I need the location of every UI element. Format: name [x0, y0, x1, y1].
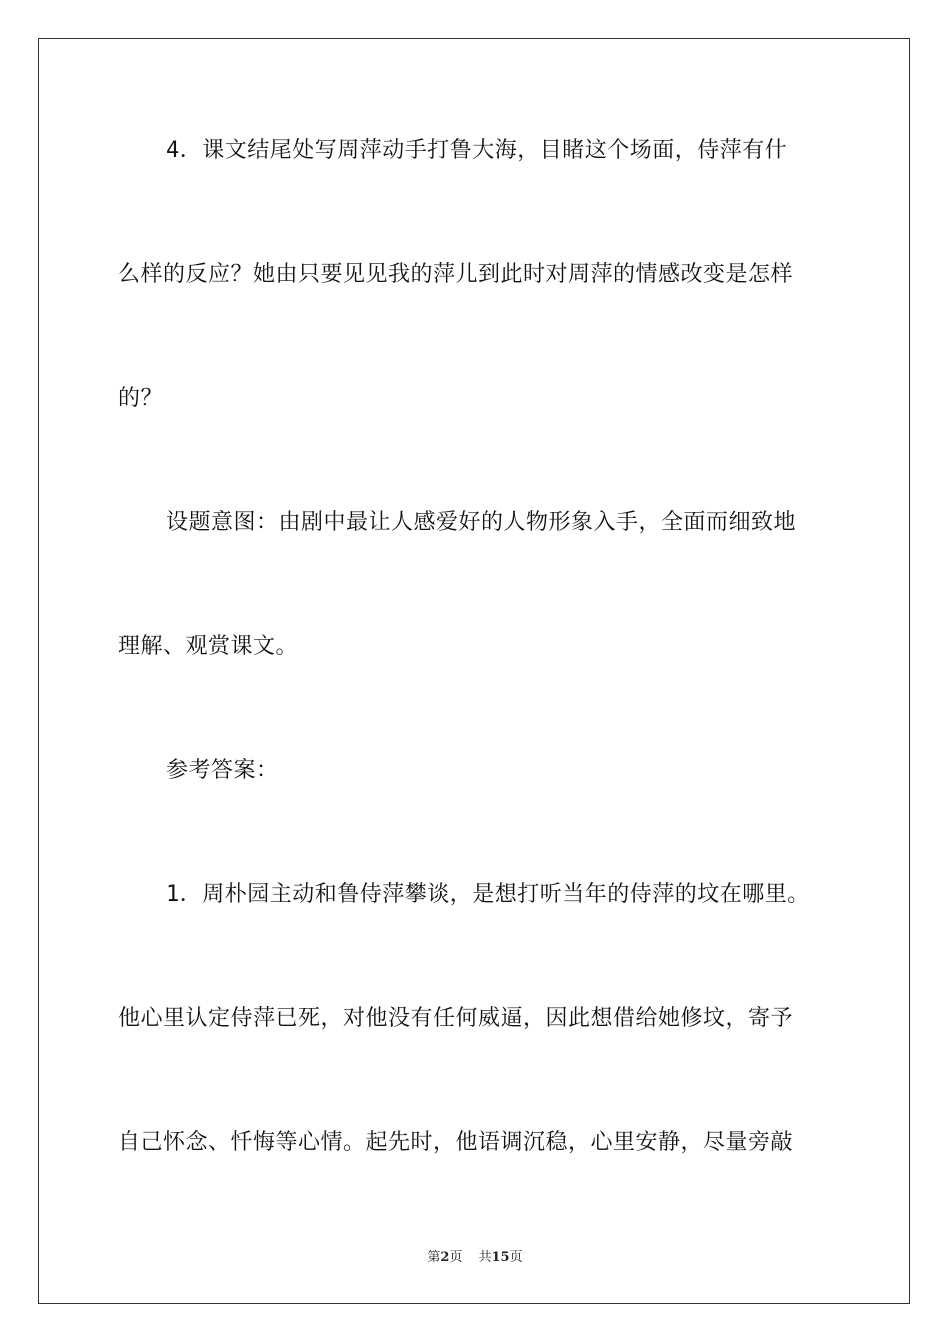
paragraph-line: 4．课文结尾处写周萍动手打鲁大海，目睹这个场面，侍萍有什 [166, 138, 788, 163]
paragraph-line: 设题意图：由剧中最让人感爱好的人物形象入手，全面而细致地 [166, 510, 797, 535]
page-border [38, 38, 910, 1304]
section-heading: 参考答案： [166, 758, 279, 783]
paragraph-line: 自己怀念、忏悔等心情。起先时，他语调沉稳，心里安静，尽量旁敲 [118, 1130, 794, 1155]
total-prefix: 共 [478, 1250, 492, 1265]
page-number: 2 [440, 1250, 450, 1265]
paragraph-line: 的？ [118, 386, 164, 411]
page-prefix: 第 [427, 1250, 441, 1265]
paragraph-line: 1．周朴园主动和鲁侍萍攀谈，是想打听当年的侍萍的坟在哪里。 [166, 882, 810, 907]
page-footer [0, 1246, 950, 1265]
paragraph-line: 么样的反应？她由只要见见我的萍儿到此时对周萍的情感改变是怎样 [118, 262, 794, 287]
paragraph-line: 理解、观赏课文。 [118, 634, 299, 659]
paragraph-line: 他心里认定侍萍已死，对他没有任何威逼，因此想借给她修坟，寄予 [118, 1006, 794, 1031]
page-suffix: 页 [449, 1250, 463, 1265]
total-suffix: 页 [509, 1250, 523, 1265]
total-pages: 15 [491, 1250, 510, 1265]
